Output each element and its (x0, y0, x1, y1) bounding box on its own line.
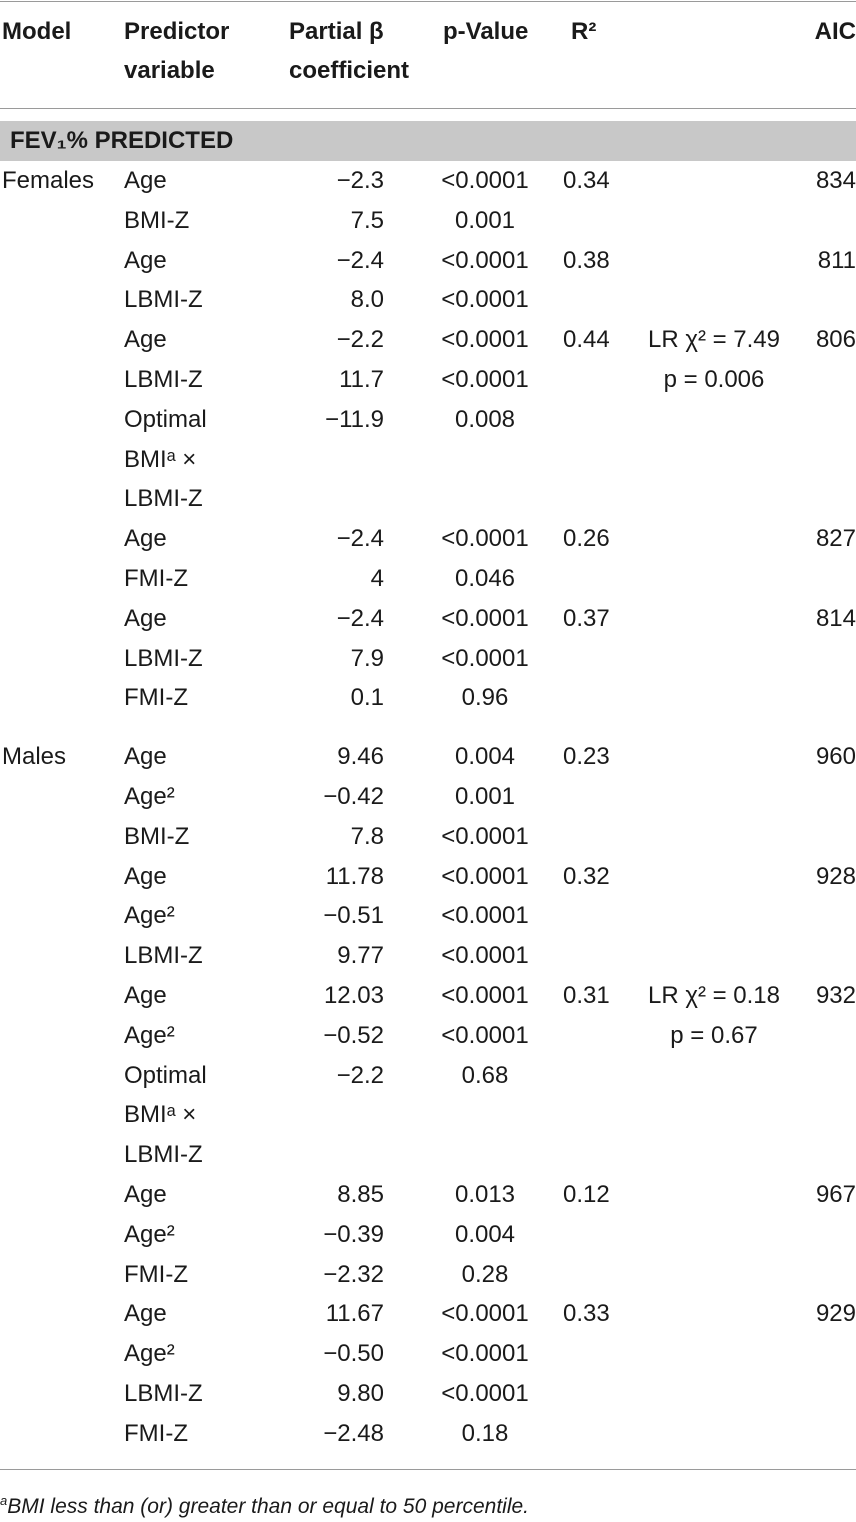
predictor-cell: Age (124, 167, 167, 194)
beta-cell: −2.4 (336, 246, 384, 274)
beta-cell: −2.3 (336, 167, 384, 194)
predictor-cell: Age (124, 246, 167, 274)
predictor-cell: Age (124, 326, 167, 354)
predictor-cell: LBMI-Z (124, 644, 203, 672)
table-row (0, 241, 856, 281)
pvalue-cell: 0.004 (454, 743, 516, 771)
table-row (0, 896, 856, 936)
predictor-cell: Age (124, 743, 167, 771)
predictor-cell: FMI-Z (124, 565, 188, 592)
table-row (0, 777, 856, 817)
header-model: Model (2, 18, 72, 45)
pvalue-cell: <0.0001 (441, 1380, 529, 1407)
table-row (0, 201, 856, 241)
pvalue-cell: <0.0001 (441, 982, 529, 1009)
beta-cell: 9.80 (337, 1380, 384, 1407)
table-row (0, 360, 856, 400)
table-row (0, 1215, 856, 1255)
table-row (0, 1255, 856, 1295)
model-cell: Females (2, 167, 95, 194)
pvalue-cell: <0.0001 (441, 286, 529, 314)
footnote-marker: a (0, 1493, 8, 1508)
beta-cell: 7.9 (350, 644, 384, 672)
r2-cell: 0.12 (563, 1181, 610, 1208)
r2-cell: 0.37 (563, 604, 610, 632)
r2-cell: 0.31 (563, 982, 610, 1009)
pvalue-cell: <0.0001 (441, 862, 529, 890)
predictor-cell: FMI-Z (124, 1260, 188, 1288)
aic-cell: 806 (815, 326, 856, 354)
table-row (0, 479, 856, 519)
pvalue-cell: 0.013 (454, 1181, 516, 1208)
table-row (0, 678, 856, 718)
pvalue-cell: 0.046 (454, 565, 516, 592)
pvalue-cell: <0.0001 (441, 1021, 529, 1049)
pvalue-cell: <0.0001 (441, 942, 529, 970)
pvalue-cell: <0.0001 (441, 366, 529, 393)
header-beta (289, 12, 409, 90)
table-row (0, 1294, 856, 1334)
beta-cell: −2.48 (323, 1419, 384, 1447)
r2-cell: 0.34 (563, 167, 610, 194)
predictor-cell: BMIᵃ × (124, 1101, 197, 1129)
table-row (0, 320, 856, 360)
r2-cell: 0.38 (563, 246, 610, 274)
pvalue-cell: 0.001 (454, 206, 516, 234)
beta-cell: −2.4 (336, 604, 384, 632)
beta-cell: −0.52 (323, 1021, 384, 1049)
lr-test-cell: p = 0.67 (670, 1021, 758, 1049)
pvalue-cell: <0.0001 (441, 246, 529, 274)
header-predictor-line1: Predictor (124, 18, 230, 45)
pvalue-cell: <0.0001 (441, 1300, 529, 1328)
table-row (0, 1056, 856, 1096)
header-predictor (124, 12, 229, 90)
predictor-cell: LBMI-Z (124, 942, 203, 970)
header-rule (0, 108, 856, 109)
aic-cell: 834 (815, 167, 856, 194)
table-row (0, 1095, 856, 1135)
beta-cell: 7.8 (350, 822, 384, 850)
table-row (0, 400, 856, 440)
table-row (0, 280, 856, 320)
beta-cell: −0.50 (323, 1340, 384, 1368)
table-row (0, 161, 856, 201)
table-row (0, 519, 856, 559)
predictor-cell: FMI-Z (124, 1419, 188, 1447)
table-row (0, 817, 856, 857)
predictor-cell: Age² (124, 1021, 175, 1049)
pvalue-cell: <0.0001 (441, 167, 529, 194)
header-predictor-line2: variable (124, 57, 215, 84)
table-row (0, 1016, 856, 1056)
table-row (0, 440, 856, 480)
beta-cell: −11.9 (325, 405, 384, 433)
beta-cell: 7.5 (350, 206, 384, 234)
beta-cell: −2.32 (323, 1260, 384, 1288)
predictor-cell: LBMI-Z (124, 286, 203, 314)
predictor-cell: FMI-Z (124, 684, 188, 712)
aic-cell: 929 (815, 1300, 856, 1328)
predictor-cell: BMI-Z (124, 822, 190, 850)
table-row (0, 1374, 856, 1414)
predictor-cell: Age² (124, 902, 175, 930)
aic-cell: 928 (815, 862, 856, 890)
table-row (0, 857, 856, 897)
predictor-cell: LBMI-Z (124, 485, 203, 513)
pvalue-cell: 0.68 (461, 1061, 509, 1089)
aic-cell: 967 (815, 1181, 856, 1208)
pvalue-cell: <0.0001 (441, 326, 529, 354)
table-row (0, 1135, 856, 1175)
pvalue-cell: <0.0001 (441, 902, 529, 930)
lr-test-cell: p = 0.006 (663, 366, 765, 393)
beta-cell: −0.39 (323, 1220, 384, 1248)
predictor-cell: LBMI-Z (124, 366, 203, 393)
top-rule (0, 1, 856, 2)
beta-cell: 12.03 (323, 982, 384, 1009)
header-pvalue: p-Value (443, 18, 529, 45)
predictor-cell: Age (124, 604, 167, 632)
pvalue-cell: 0.008 (454, 405, 516, 433)
header-beta-line2: coefficient (289, 57, 410, 84)
table-row (0, 737, 856, 777)
header-aic: AIC (814, 18, 856, 45)
predictor-cell: Age² (124, 783, 175, 810)
pvalue-cell: <0.0001 (441, 525, 529, 553)
lr-test-cell: LR χ² = 0.18 (648, 982, 780, 1009)
section-band (0, 121, 856, 161)
r2-cell: 0.26 (563, 525, 610, 553)
beta-cell: 9.46 (337, 743, 384, 771)
pvalue-cell: <0.0001 (441, 822, 529, 850)
beta-cell: 4 (370, 565, 384, 592)
table-row (0, 1414, 856, 1454)
r2-cell: 0.44 (563, 326, 610, 354)
beta-cell: −2.4 (336, 525, 384, 553)
lr-test-cell: LR χ² = 7.49 (648, 326, 780, 354)
predictor-cell: LBMI-Z (124, 1141, 203, 1169)
footnote-text: BMI less than (or) greater than or equal to 50 percentile. (7, 1495, 530, 1518)
aic-cell: 811 (817, 246, 856, 274)
r2-cell: 0.32 (563, 862, 610, 890)
beta-cell: −0.42 (323, 783, 384, 810)
beta-cell: −2.2 (336, 1061, 384, 1089)
r2-cell: 0.33 (563, 1300, 610, 1328)
predictor-cell: Age² (124, 1340, 175, 1368)
predictor-cell: BMI-Z (124, 206, 190, 234)
table-row (0, 559, 856, 599)
pvalue-cell: <0.0001 (441, 1340, 529, 1368)
pvalue-cell: <0.0001 (441, 644, 529, 672)
model-cell: Males (2, 743, 67, 771)
predictor-cell: Age (124, 1300, 167, 1328)
beta-cell: 11.67 (325, 1300, 384, 1328)
pvalue-cell: 0.18 (461, 1419, 509, 1447)
r2-cell: 0.23 (563, 743, 610, 771)
table-row (0, 1334, 856, 1374)
beta-cell: 11.7 (339, 366, 384, 393)
table-row (0, 599, 856, 639)
predictor-cell: Age (124, 1181, 167, 1208)
beta-cell: 0.1 (350, 684, 384, 712)
predictor-cell: Age² (124, 1220, 175, 1248)
aic-cell: 932 (815, 982, 856, 1009)
aic-cell: 827 (815, 525, 856, 553)
pvalue-cell: 0.28 (461, 1260, 509, 1288)
pvalue-cell: 0.004 (454, 1220, 516, 1248)
footnote (0, 1486, 529, 1522)
beta-cell: 8.0 (350, 286, 384, 314)
pvalue-cell: 0.001 (454, 783, 516, 810)
predictor-cell: LBMI-Z (124, 1380, 203, 1407)
table-row (0, 976, 856, 1016)
beta-cell: 9.77 (337, 942, 384, 970)
beta-cell: −2.2 (336, 326, 384, 354)
table-row (0, 1175, 856, 1215)
pvalue-cell: <0.0001 (441, 604, 529, 632)
header-r2: R² (571, 18, 597, 45)
predictor-cell: Age (124, 525, 167, 553)
predictor-cell: Age (124, 862, 167, 890)
predictor-cell: Optimal (124, 405, 207, 433)
aic-cell: 814 (815, 604, 856, 632)
predictor-cell: Optimal (124, 1061, 207, 1089)
predictor-cell: Age (124, 982, 167, 1009)
section-label: FEV₁% PREDICTED (10, 127, 234, 154)
predictor-cell: BMIᵃ × (124, 445, 197, 473)
bottom-rule (0, 1469, 856, 1470)
beta-cell: 8.85 (337, 1181, 384, 1208)
beta-cell: −0.51 (323, 902, 384, 930)
beta-cell: 11.78 (325, 862, 384, 890)
table-row (0, 936, 856, 976)
aic-cell: 960 (815, 743, 856, 771)
table-row (0, 639, 856, 679)
pvalue-cell: 0.96 (461, 684, 509, 712)
header-beta-line1: Partial β (289, 18, 384, 45)
